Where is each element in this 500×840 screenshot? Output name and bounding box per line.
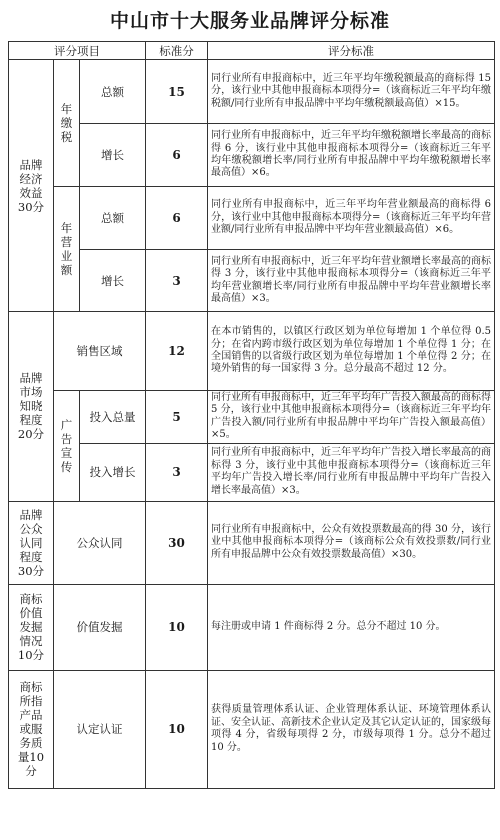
table-row: [9, 312, 495, 391]
header-row: [9, 42, 495, 60]
item-label: 公众认同: [54, 501, 146, 584]
item-desc: 获得质量管理体系认证、企业管理体系认证、环境管理体系认证、安全认证、高新技术企业认定及其它认定认证的，国家级每项得 4 分，省级每项得 2 分，市级每项得 1 分。总分不超过 10 分。: [208, 670, 495, 788]
item-desc: 在本市销售的，以镇区行政区划为单位每增加 1 个单位得 0.5 分；在省内跨市级行政区划为单位每增加 1 个单位得 1 分；在全国销售的以省级行政区划为单位每增加 1 个单位得 2 分；在境外销售的每一国家得 3 分。总分最高不超过 12 分。: [208, 312, 495, 391]
item-desc: 同行业所有申报商标中，近三年平均年广告投入增长率最高的商标得 3 分，该行业中其他申报商标本项得分=（该商标近三年平均年广告投入增长率/同行业所有申报品牌中平均年广告投入增长率最高值）×3。: [208, 443, 495, 501]
sub-label-revenue: 年营业额: [54, 187, 80, 312]
table-row: [9, 501, 495, 584]
item-label: 总额: [80, 60, 146, 124]
table-row: [9, 60, 495, 124]
item-label: 价值发掘: [54, 584, 146, 670]
item-label: 销售区域: [54, 312, 146, 391]
header-item: 评分项目: [9, 42, 146, 60]
item-label: 总额: [80, 187, 146, 250]
item-label: 投入增长: [80, 443, 146, 501]
item-desc: 同行业所有申报商标中，近三年平均年缴税额增长率最高的商标得 6 分，该行业中其他申报商标本项得分=（该商标近三年平均年缴税额增长率/同行业所有申报品牌中平均年缴税额增长率最高值）×6。: [208, 124, 495, 187]
item-score: 15: [146, 60, 208, 124]
page-title: 中山市十大服务业品牌评分标准: [109, 10, 390, 32]
item-score: 12: [146, 312, 208, 391]
item-desc: 同行业所有申报商标中，近三年平均年广告投入额最高的商标得 5 分，该行业中其他申报商标本项得分=（该商标近三年平均年广告投入额/同行业所有申报品牌中平均年广告投入额最高值）×5。: [208, 391, 495, 444]
item-score: 6: [146, 187, 208, 250]
item-score: 30: [146, 501, 208, 584]
item-label: 投入总量: [80, 391, 146, 444]
item-desc: 每注册或申请 1 件商标得 2 分。总分不超过 10 分。: [208, 584, 495, 670]
table-row: [9, 250, 495, 312]
table-row: [9, 584, 495, 670]
item-score: 10: [146, 670, 208, 788]
header-score: 标准分: [146, 42, 208, 60]
sub-label-tax: 年缴税: [54, 60, 80, 187]
item-desc: 同行业所有申报商标中，近三年平均年营业额增长率最高的商标得 3 分，该行业中其他申报商标本项得分=（该商标近三年平均年营业额增长率/同行业所有申报品牌中平均年营业额增长率最高值）×3。: [208, 250, 495, 312]
section-label-awareness: 品牌市场知晓程度20分: [9, 312, 54, 502]
item-desc: 同行业所有申报商标中，近三年平均年营业额最高的商标得 6 分，该行业中其他申报商标本项得分=（该商标近三年平均年营业额/同行业所有申报品牌中平均年营业额最高值）×6。: [208, 187, 495, 250]
table-row: [9, 187, 495, 250]
item-score: 5: [146, 391, 208, 444]
item-desc: 同行业所有申报商标中，公众有效投票数最高的得 30 分，该行业中其他申报商标本项得分=（该商标公众有效投票数/同行业所有申报品牌中公众有效投票数最高值）×30。: [208, 501, 495, 584]
scoring-table: [8, 41, 495, 789]
item-score: 6: [146, 124, 208, 187]
table-row: [9, 124, 495, 187]
table-row: [9, 443, 495, 501]
item-score: 3: [146, 443, 208, 501]
item-desc: 同行业所有申报商标中，近三年平均年缴税额最高的商标得 15 分，该行业中其他申报商标本项得分=（该商标近三年平均年缴税额/同行业所有申报品牌中平均年缴税额最高值）×15。: [208, 60, 495, 124]
section-label-public: 品牌公众认同程度30分: [9, 501, 54, 584]
item-score: 10: [146, 584, 208, 670]
section-label-quality: 商标所指产品或服务质量10分: [9, 670, 54, 788]
table-row: [9, 670, 495, 788]
section-label-economic: 品牌经济效益30分: [9, 60, 54, 312]
section-label-value: 商标价值发掘情况10分: [9, 584, 54, 670]
table-row: [9, 391, 495, 444]
header-standard: 评分标准: [208, 42, 495, 60]
item-label: 增长: [80, 124, 146, 187]
sub-label-ad: 广告宣传: [54, 391, 80, 502]
item-label: 增长: [80, 250, 146, 312]
item-score: 3: [146, 250, 208, 312]
item-label: 认定认证: [54, 670, 146, 788]
